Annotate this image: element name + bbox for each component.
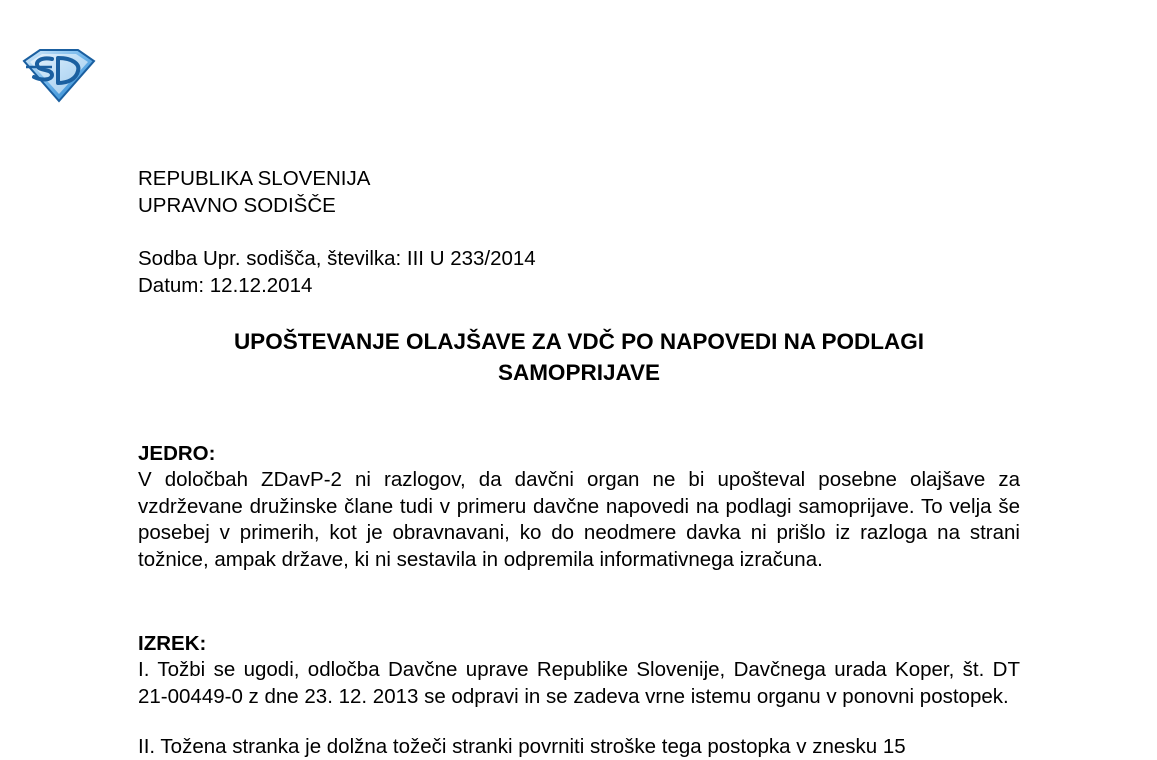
case-number: Sodba Upr. sodišča, številka: III U 233/2014 <box>138 247 536 270</box>
jedro-text: V določbah ZDavP-2 ni razlogov, da davčni organ ne bi upošteval posebne olajšave za vzdrževane družinske člane tudi v primeru davčne napovedi na podlagi samoprijave. To velja še posebej v primerih, kot je obravnavani, ko do neodmere davka ni prišlo iz razloga na strani tožnice, ampak države, ki ni sestavila in odpremila informativnega izračuna. <box>138 468 1020 571</box>
court-logo-icon <box>22 47 96 103</box>
izrek-label: IZREK: <box>138 632 207 655</box>
document-title-line-1: UPOŠTEVANJE OLAJŠAVE ZA VDČ PO NAPOVEDI NA PODLAGI <box>233 329 925 354</box>
case-date: Datum: 12.12.2014 <box>138 274 313 297</box>
document-title-line-2: SAMOPRIJAVE <box>497 360 661 385</box>
header-republic: REPUBLIKA SLOVENIJA <box>138 167 371 190</box>
header-court: UPRAVNO SODIŠČE <box>138 194 336 217</box>
izrek-next-line-partial <box>138 735 1020 758</box>
izrek-text: I. Tožbi se ugodi, odločba Davčne uprave Republike Slovenije, Davčnega urada Koper, št. DT 21-00449-0 z dne 23. 12. 2013 se odpravi in se zadeva vrne istemu organu v ponovni postopek. <box>138 658 1020 708</box>
izrek-next-line-text: II. Tožena stranka je dolžna tožeči stranki povrniti stroške tega postopka v znesku 15 <box>138 735 906 758</box>
jedro-label: JEDRO: <box>138 442 216 465</box>
